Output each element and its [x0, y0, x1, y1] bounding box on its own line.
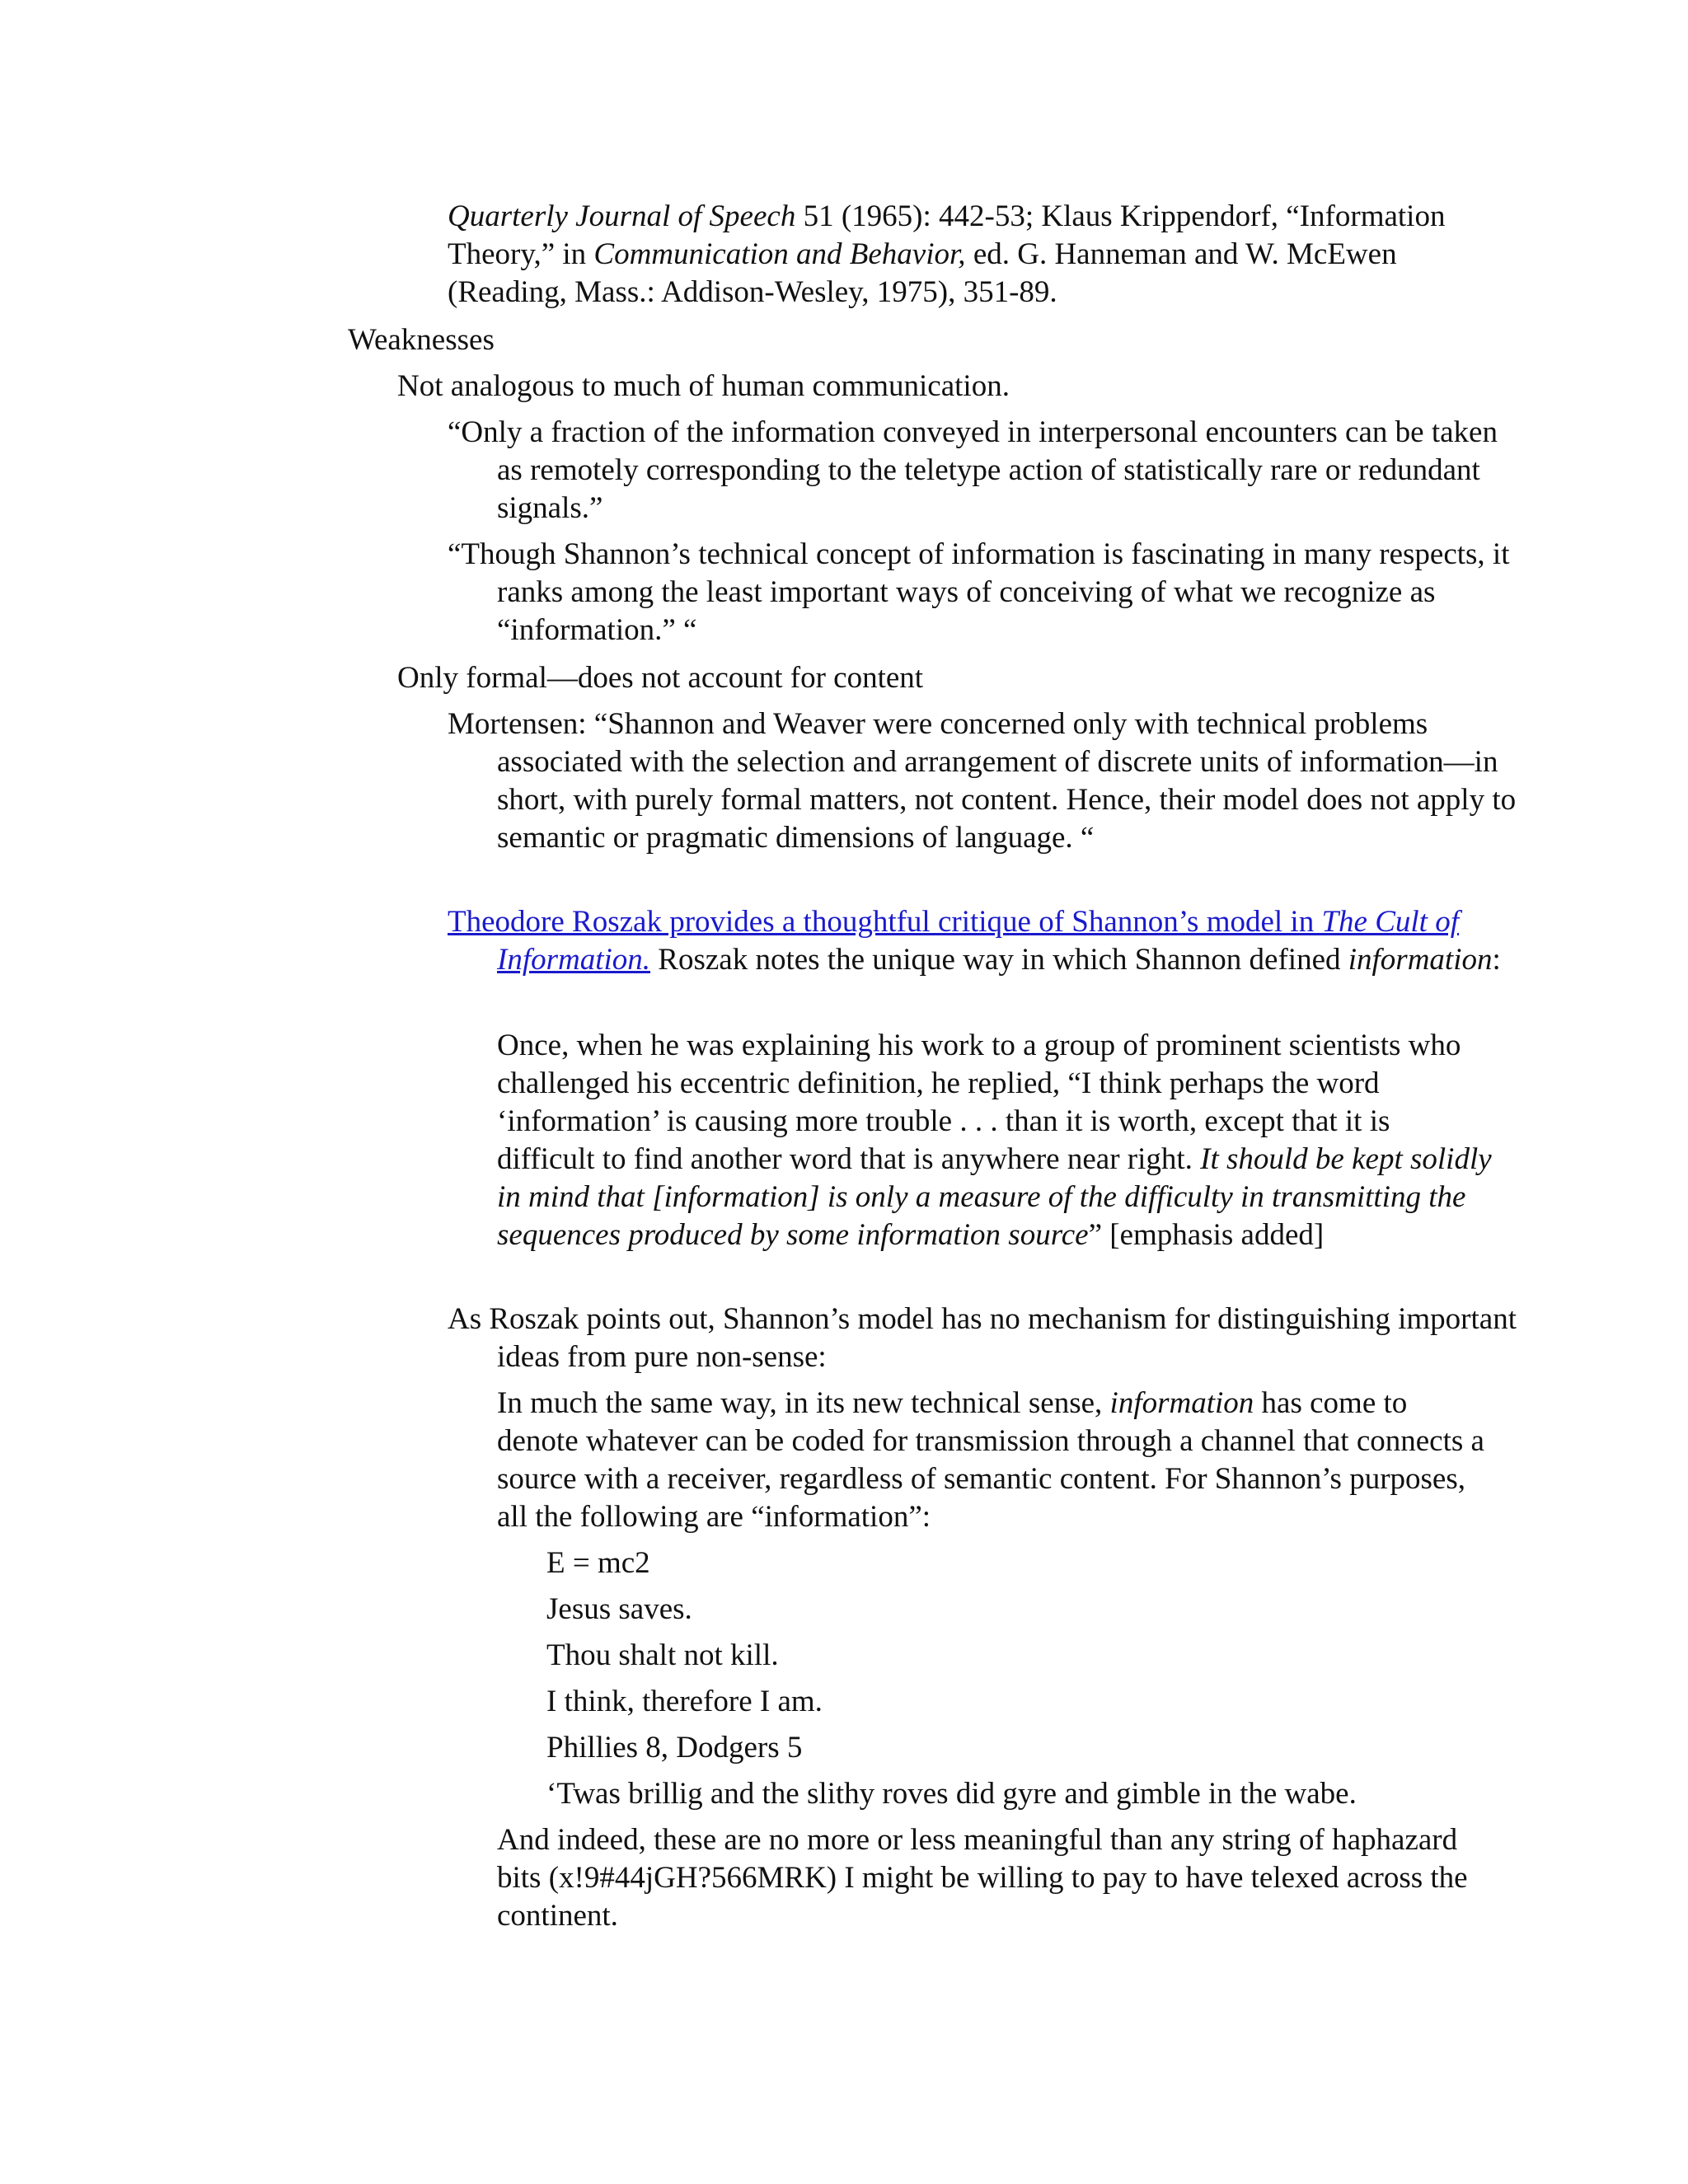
example-item: E = mc2	[546, 1546, 650, 1580]
book-title: Communication and Behavior,	[593, 237, 966, 271]
citation-paragraph	[448, 198, 1478, 312]
info-word: information	[1109, 1386, 1254, 1420]
info-para-a: In much the same way, in its new technical sense,	[497, 1386, 1110, 1420]
mortensen-quote: Mortensen: “Shannon and Weaver were concerned only with technical problems associated with the selection and arrangement of discrete units of information—in short, with purely formal matters, not content. Hence, their model does not apply to semantic or pragmatic dimensions of language. “	[448, 707, 1517, 855]
roszak-link-book: The Cult of Information.	[497, 905, 1459, 977]
citation-text-2: ed. G. Hanneman and W. McEwen (Reading, Mass.: Addison-Wesley, 1975), 351-89.	[448, 237, 1397, 309]
example-item: Thou shalt not kill.	[546, 1638, 779, 1672]
example-item: Phillies 8, Dodgers 5	[546, 1731, 803, 1765]
info-para-b: has come to denote whatever can be coded for transmission through a channel that connects a source with a receiver, regardless of semantic content. For Shannon’s purposes, all the following are “information”:	[497, 1386, 1484, 1534]
roszak-after-link: Roszak notes the unique way in which Shannon defined	[650, 943, 1348, 977]
example-item: I think, therefore I am.	[546, 1685, 823, 1718]
information-block-quote	[497, 1385, 1494, 1536]
points-out-paragraph: As Roszak points out, Shannon’s model has no mechanism for distinguishing important ideas from pure non-sense:	[448, 1302, 1517, 1374]
roszak-quote-plain: Once, when he was explaining his work to a group of prominent scientists who challenged his eccentric definition, he replied, “I think perhaps the word ‘information’ is causing more trouble . . . than it is worth, except that it is difficult to find another word that is anywhere near right.	[497, 1029, 1461, 1176]
closing-paragraph: And indeed, these are no more or less meaningful than any string of haphazard bits (x!9#44jGH?566MRK) I might be willing to pay to have telexed across the continent.	[497, 1823, 1468, 1933]
quote-shannon-concept: “Though Shannon’s technical concept of information is fascinating in many respects, it ranks among the least important ways of conceiving of what we recognize as “information.” “	[448, 537, 1510, 647]
citation-text-1: 51 (1965): 442-53; Klaus Krippendorf, “Information Theory,” in	[448, 199, 1446, 271]
quote-fraction: “Only a fraction of the information conveyed in interpersonal encounters can be taken as remotely corresponding to the teletype action of statistically rare or redundant signals.”	[448, 415, 1498, 525]
example-item: ‘Twas brillig and the slithy roves did gyre and gimble in the wabe.	[546, 1777, 1357, 1811]
journal-title: Quarterly Journal of Speech	[448, 199, 796, 233]
only-formal-heading: Only formal—does not account for content	[397, 661, 924, 695]
defined-colon: :	[1492, 943, 1501, 977]
roszak-quote-end: ” [emphasis added]	[1088, 1218, 1325, 1252]
roszak-paragraph	[448, 903, 1527, 979]
not-analogous-heading: Not analogous to much of human communication.	[397, 369, 1010, 403]
roszak-quote-italic: It should be kept solidly in mind that [information] is only a measure of the difficulty in transmitting the sequences produced by some information source	[497, 1142, 1492, 1252]
roszak-link-text: Theodore Roszak provides a thoughtful critique of Shannon’s model in	[448, 905, 1322, 939]
example-item: Jesus saves.	[546, 1592, 692, 1626]
weaknesses-heading: Weaknesses	[348, 323, 495, 357]
roszak-block-quote	[497, 1027, 1494, 1254]
defined-word: information	[1348, 943, 1493, 977]
